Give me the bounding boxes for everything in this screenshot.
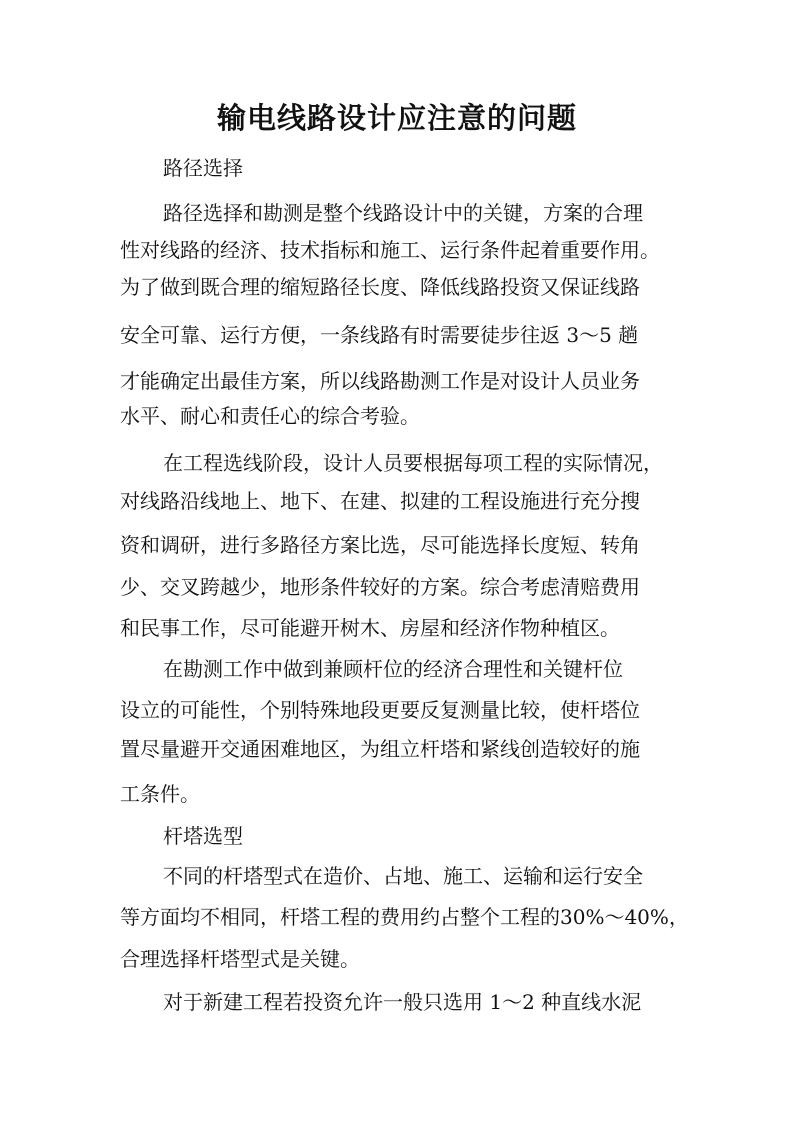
body-line: 资和调研，进行多路径方案比选，尽可能选择长度短、转角 — [120, 533, 640, 557]
body-line: 在勘测工作中做到兼顾杆位的经济合理性和关键杆位 — [163, 657, 623, 681]
body-line: 置尽量避开交通困难地区，为组立杆塔和紧线创造较好的施 — [120, 737, 640, 761]
body-line: 路径选择和勘测是整个线路设计中的关键，方案的合理 — [163, 201, 643, 225]
body-line: 等方面均不相同，杆塔工程的费用约占整个工程的30%～40%， — [120, 905, 689, 929]
body-line: 才能确定出最佳方案，所以线路勘测工作是对设计人员业务 — [120, 369, 640, 393]
body-line: 水平、耐心和责任心的综合考验。 — [120, 404, 420, 428]
body-line: 不同的杆塔型式在造价、占地、施工、运输和运行安全 — [163, 864, 643, 888]
body-line: 对线路沿线地上、地下、在建、拟建的工程设施进行充分搜 — [120, 489, 640, 513]
body-line: 为了做到既合理的缩短路径长度、降低线路投资又保证线路 — [120, 275, 640, 299]
body-line: 少、交叉跨越少，地形条件较好的方案。综合考虑清赔费用 — [120, 575, 640, 599]
section-heading-route: 路径选择 — [163, 156, 243, 180]
body-line: 和民事工作，尽可能避开树木、房屋和经济作物种植区。 — [120, 616, 620, 640]
body-line: 对于新建工程若投资允许一般只选用 1～2 种直线水泥 — [163, 990, 642, 1014]
document-title: 输电线路设计应注意的问题 — [216, 101, 577, 135]
section-heading-tower: 杆塔选型 — [163, 824, 243, 848]
body-line: 设立的可能性，个别特殊地段更要反复测量比较，使杆塔位 — [120, 698, 640, 722]
body-line: 合理选择杆塔型式是关键。 — [120, 947, 360, 971]
body-line: 工条件。 — [120, 782, 200, 806]
body-line: 在工程选线阶段，设计人员要根据每项工程的实际情况， — [163, 451, 663, 475]
body-line: 性对线路的经济、技术指标和施工、运行条件起着重要作用。 — [120, 238, 660, 262]
body-line: 安全可靠、运行方便，一条线路有时需要徒步往返 3～5 趟 — [120, 323, 639, 347]
